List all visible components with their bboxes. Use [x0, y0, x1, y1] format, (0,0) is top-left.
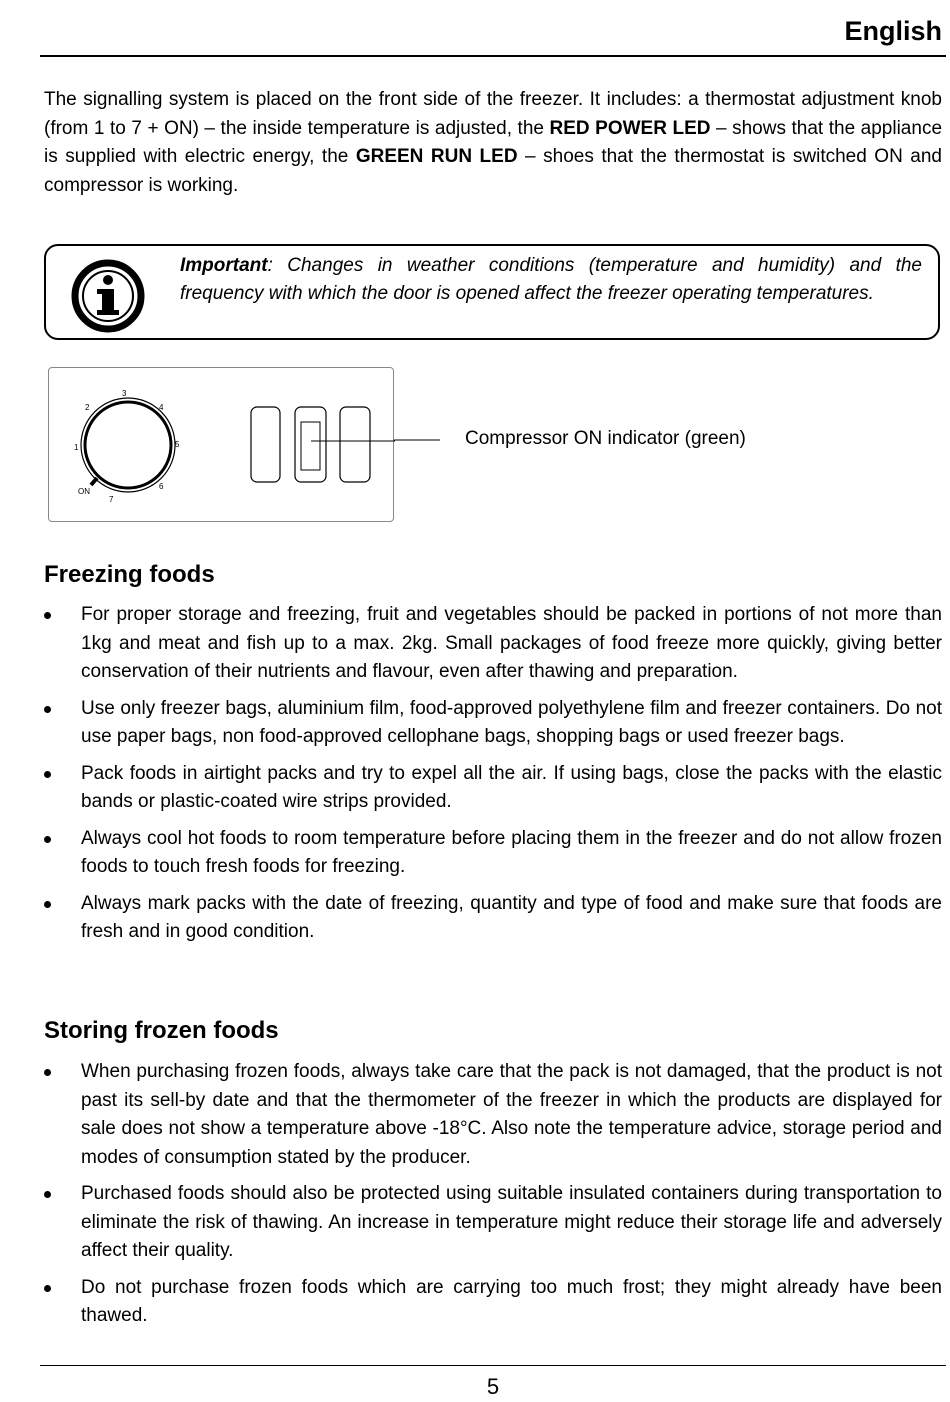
intro-text-2: – shows that the appliance is supplied with electric energy, the: [44, 117, 943, 167]
bullet-icon: [44, 771, 51, 778]
header-divider: [40, 55, 946, 57]
control-panel-diagram: [48, 367, 394, 522]
intro-text-3: – shoes that the thermostat is switched ON and compressor is working.: [44, 146, 942, 196]
compressor-indicator-callout: Compressor ON indicator (green): [465, 428, 746, 449]
knob-label-5: 5: [175, 440, 180, 449]
storing-frozen-foods-list: [44, 1058, 942, 1339]
thermostat-knob: [81, 398, 175, 492]
knob-label-6: 6: [159, 482, 164, 491]
list-item: Use only freezer bags, aluminium film, food-approved polyethylene film and freezer containers. Do not use paper bags, non food-approved cellophane bags, shopping bags or used freezer bags.: [44, 695, 942, 752]
bullet-icon: [44, 612, 51, 619]
compressor-indicator-window: [301, 422, 320, 470]
important-label: Important: [180, 255, 268, 276]
knob-label-3: 3: [122, 389, 127, 398]
red-power-led-label: RED POWER LED: [549, 117, 711, 139]
bullet-icon: [44, 901, 51, 908]
callout-line-extension: [394, 439, 440, 443]
list-item: Always cool hot foods to room temperature before placing them in the freezer and do not allow frozen foods to touch fresh foods for freezing.: [44, 825, 942, 882]
important-body: : Changes in weather conditions (temperature and humidity) and the frequency with which the door is opened affect the freezer operating temperatures.: [180, 255, 922, 304]
bullet-icon: [44, 836, 51, 843]
list-item: Do not purchase frozen foods which are carrying too much frost; they might already have been thawed.: [44, 1274, 942, 1331]
knob-label-7: 7: [109, 495, 114, 504]
intro-text-1: The signalling system is placed on the front side of the freezer. It includes: a thermostat adjustment knob (from 1 to 7 + ON) – the inside temperature is adjusted, the: [44, 89, 942, 139]
list-item: When purchasing frozen foods, always take care that the pack is not damaged, that the product is not past its sell-by date and that the thermometer of the freezer in which the products are displayed for sale does not show a temperature above -18°C. Also note the temperature advice, storage period and modes of consumption stated by the producer.: [44, 1058, 942, 1172]
power-led-indicator: [251, 407, 280, 482]
knob-label-2: 2: [85, 403, 90, 412]
intro-paragraph: [44, 86, 942, 200]
footer-divider: [40, 1365, 946, 1366]
info-icon: [70, 258, 146, 334]
freezing-foods-heading: Freezing foods: [44, 561, 215, 588]
bullet-icon: [44, 1069, 51, 1076]
list-item: Pack foods in airtight packs and try to expel all the air. If using bags, close the packs with the elastic bands or plastic-coated wire strips provided.: [44, 760, 942, 817]
freezing-foods-list: [44, 601, 942, 955]
page-number: 5: [486, 1374, 500, 1399]
list-item: Always mark packs with the date of freezing, quantity and type of food and make sure that foods are fresh and in good condition.: [44, 890, 942, 947]
knob-pointer: [91, 478, 97, 485]
run-led-indicator: [340, 407, 370, 482]
list-item: For proper storage and freezing, fruit and vegetables should be packed in portions of not more than 1kg and meat and fish up to a max. 2kg. Small packages of food freeze more quickly, giving better conservation of their nutrients and flavour, even after thawing and preparation.: [44, 601, 942, 687]
green-run-led-label: GREEN RUN LED: [355, 146, 518, 167]
knob-label-1: 1: [74, 443, 79, 452]
important-note-text: [180, 252, 922, 308]
list-item: Purchased foods should also be protected using suitable insulated containers during transportation to eliminate the risk of thawing. An increase in temperature might reduce their storage life and adversely affect their quality.: [44, 1180, 942, 1266]
bullet-icon: [44, 1285, 51, 1292]
storing-frozen-foods-heading: Storing frozen foods: [44, 1017, 279, 1044]
control-panel-drawing: [49, 368, 395, 523]
knob-label-4: 4: [159, 403, 164, 412]
knob-label-on: ON: [78, 487, 90, 496]
language-header: English: [844, 16, 942, 46]
bullet-icon: [44, 1191, 51, 1198]
important-note-box: [44, 244, 940, 340]
bullet-icon: [44, 706, 51, 713]
